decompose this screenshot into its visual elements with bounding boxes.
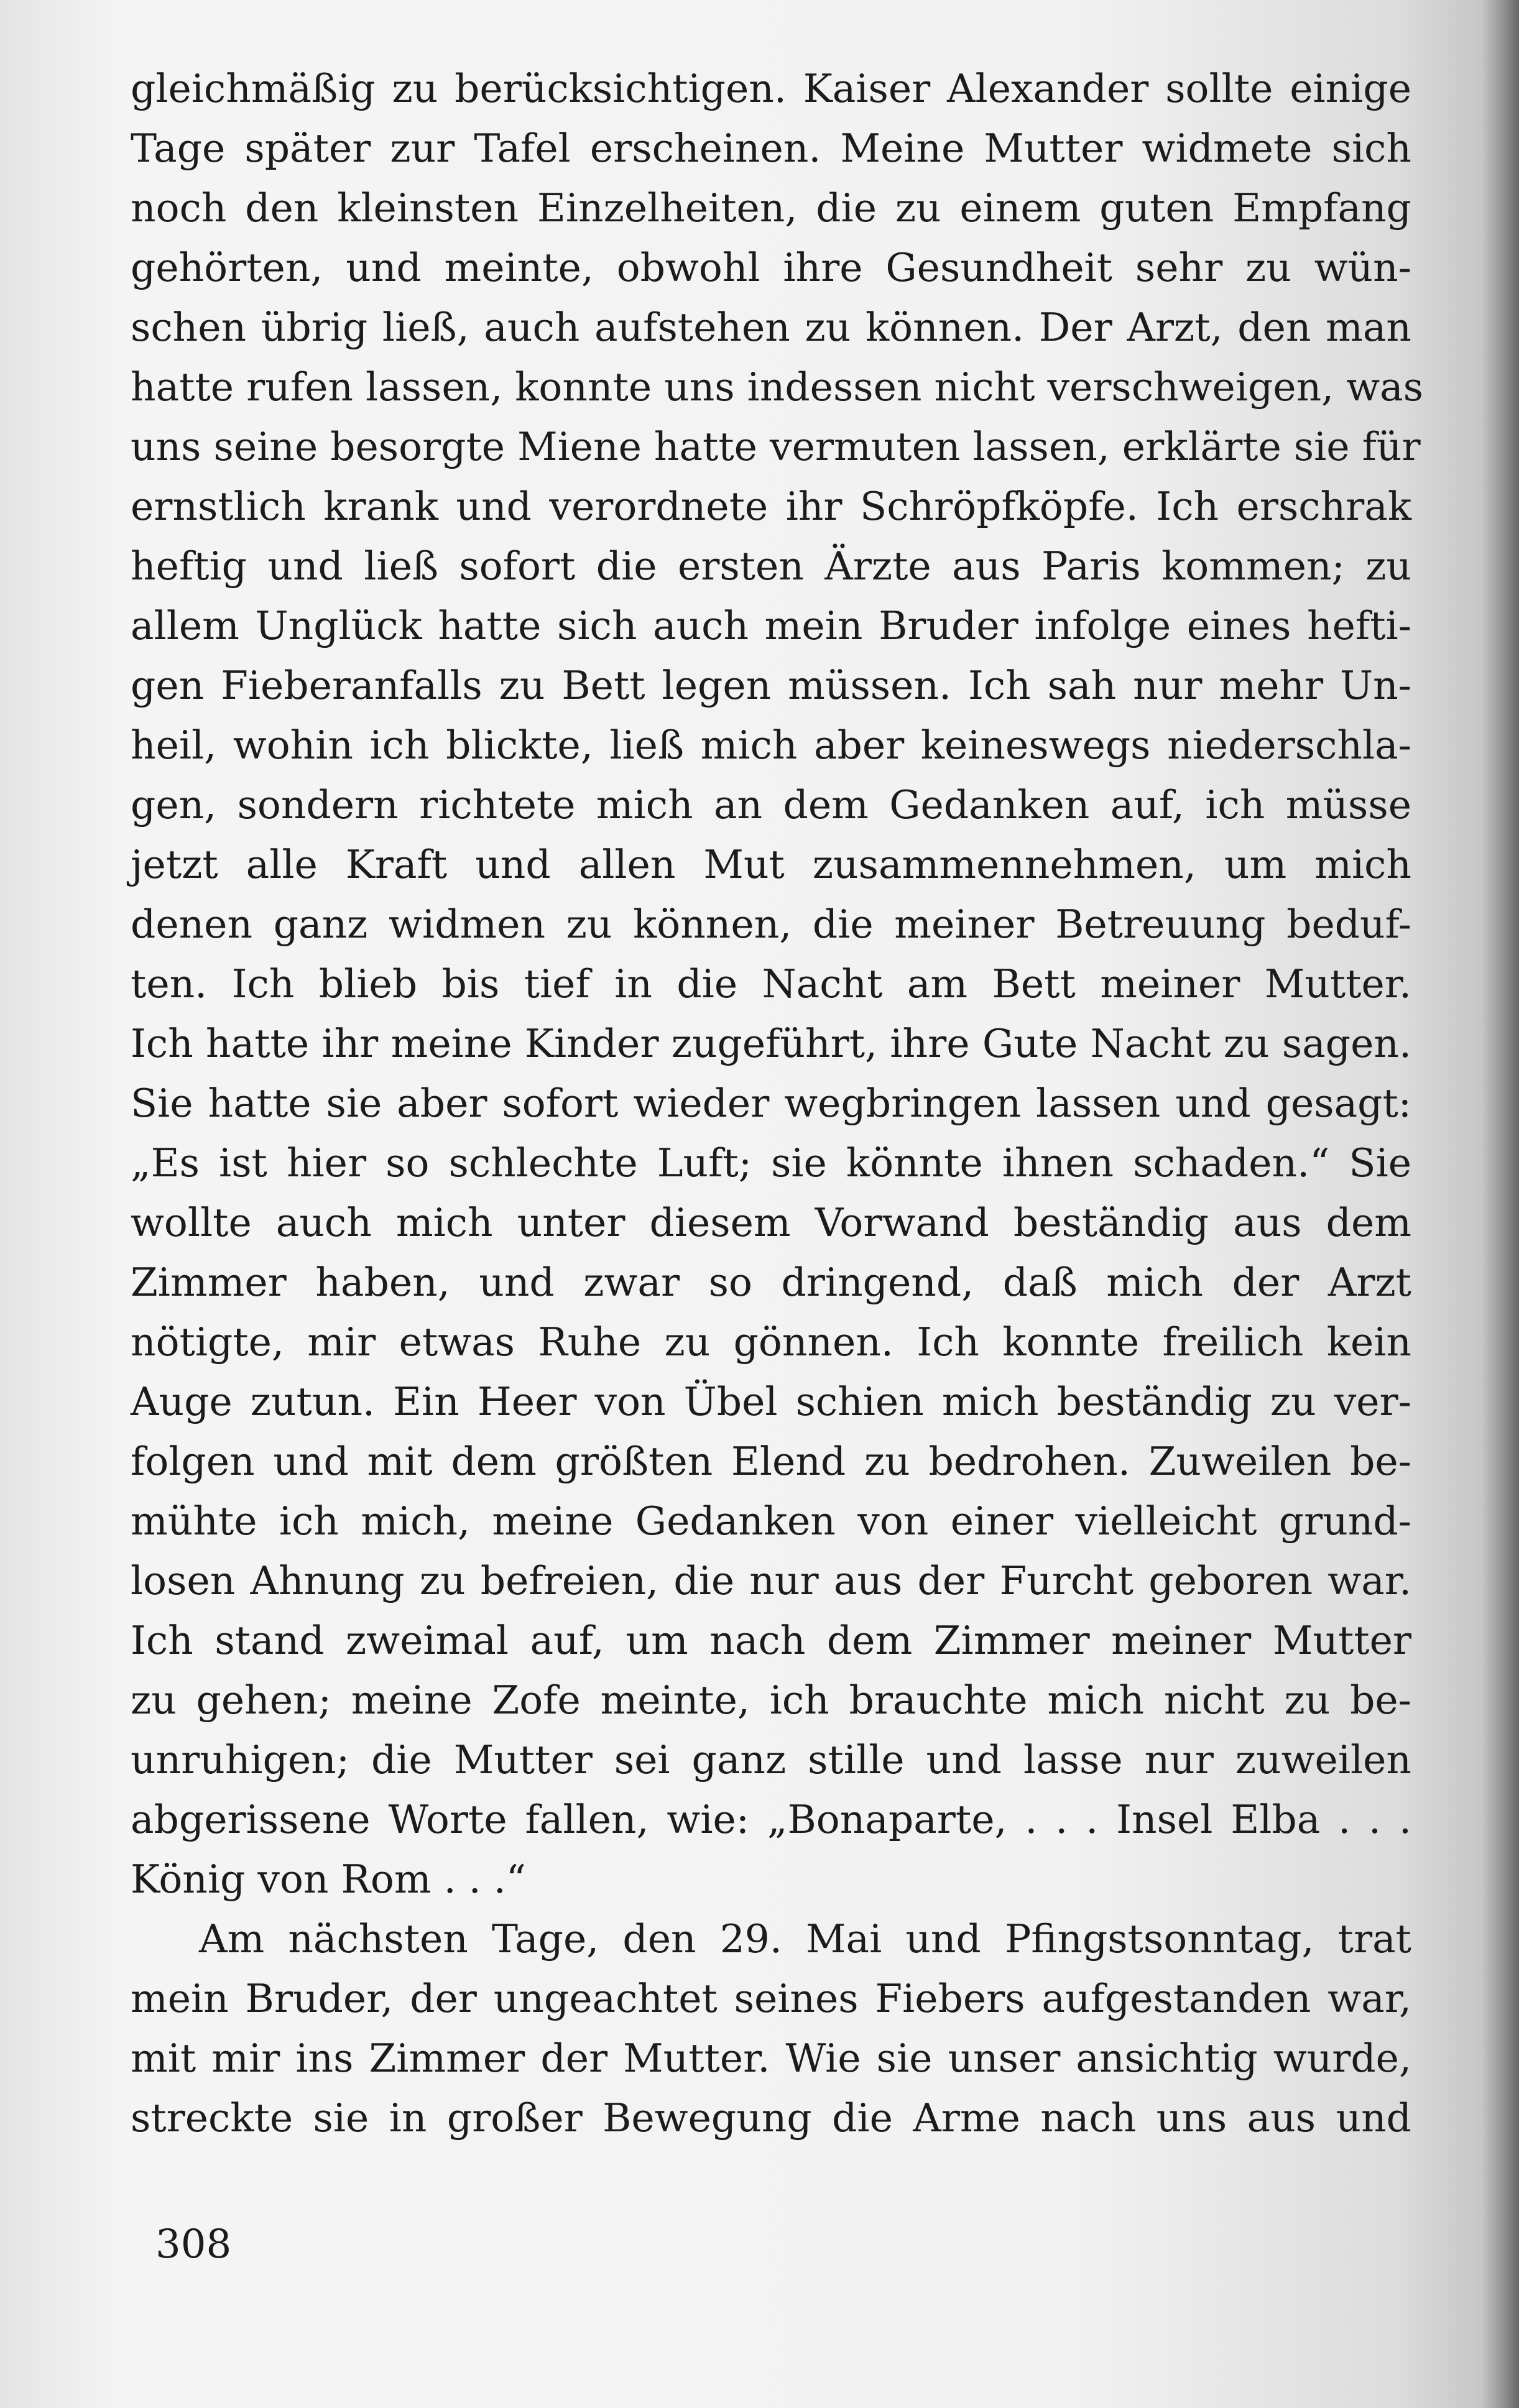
text-line: abgerissene Worte fallen, wie: „Bonaparte, . . . Insel Elba . . . xyxy=(131,1797,1411,1842)
page-number: 308 xyxy=(155,2221,232,2267)
text-line: Ich stand zweimal auf, um nach dem Zimmer meiner Mutter xyxy=(131,1618,1411,1663)
text-line: heil, wohin ich blickte, ließ mich aber keineswegs niederschla- xyxy=(131,722,1411,768)
text-line: Zimmer haben, und zwar so dringend, daß mich der Arzt xyxy=(131,1260,1411,1305)
body-text xyxy=(131,59,1424,2148)
text-line: gleichmäßig zu berücksichtigen. Kaiser Alexander sollte einige xyxy=(131,66,1411,111)
text-line: mühte ich mich, meine Gedanken von einer vielleicht grund- xyxy=(131,1498,1411,1544)
text-line: „Es ist hier so schlechte Luft; sie könnte ihnen schaden.“ Sie xyxy=(131,1140,1411,1186)
spine-shadow xyxy=(1482,0,1519,2408)
text-line: Sie hatte sie aber sofort wieder wegbringen lassen und gesagt: xyxy=(131,1081,1411,1126)
text-line: wollte auch mich unter diesem Vorwand beständig aus dem xyxy=(131,1200,1411,1245)
text-line: uns seine besorgte Miene hatte vermuten lassen, erklärte sie für xyxy=(131,424,1421,469)
text-line: zu gehen; meine Zofe meinte, ich brauchte mich nicht zu be- xyxy=(131,1677,1411,1723)
text-line: mein Bruder, der ungeachtet seines Fiebers aufgestanden war, xyxy=(131,1976,1411,2021)
text-line: schen übrig ließ, auch aufstehen zu können. Der Arzt, den man xyxy=(131,305,1411,350)
text-line: hatte rufen lassen, konnte uns indessen nicht verschweigen, was xyxy=(131,364,1424,410)
text-line: gen Fieberanfalls zu Bett legen müssen. Ich sah nur mehr Un- xyxy=(131,663,1411,708)
text-line: Auge zutun. Ein Heer von Übel schien mich beständig zu ver- xyxy=(131,1379,1411,1424)
text-line: heftig und ließ sofort die ersten Ärzte aus Paris kommen; zu xyxy=(131,543,1411,589)
text-line: mit mir ins Zimmer der Mutter. Wie sie unser ansichtig wurde, xyxy=(131,2036,1411,2081)
text-line: Ich hatte ihr meine Kinder zugeführt, ihre Gute Nacht zu sagen. xyxy=(131,1021,1411,1066)
text-line: gehörten, und meinte, obwohl ihre Gesundheit sehr zu wün- xyxy=(131,245,1411,290)
text-line: folgen und mit dem größten Elend zu bedrohen. Zuweilen be- xyxy=(131,1439,1411,1484)
text-line: allem Unglück hatte sich auch mein Bruder infolge eines hefti- xyxy=(131,603,1411,648)
text-line: jetzt alle Kraft und allen Mut zusammennehmen, um mich xyxy=(131,842,1411,887)
text-line: unruhigen; die Mutter sei ganz stille und lasse nur zuweilen xyxy=(131,1737,1411,1783)
text-line: denen ganz widmen zu können, die meiner Betreuung beduf- xyxy=(131,902,1411,947)
text-line: streckte sie in großer Bewegung die Arme nach uns aus und xyxy=(131,2095,1411,2141)
text-line: ten. Ich blieb bis tief in die Nacht am Bett meiner Mutter. xyxy=(131,961,1411,1007)
text-line: gen, sondern richtete mich an dem Gedanken auf, ich müsse xyxy=(131,782,1411,828)
text-line: noch den kleinsten Einzelheiten, die zu einem guten Empfang xyxy=(131,185,1411,231)
text-line: ernstlich krank und verordnete ihr Schröpfköpfe. Ich erschrak xyxy=(131,484,1411,529)
text-line: König von Rom . . .“ xyxy=(131,1857,526,1902)
text-line: nötigte, mir etwas Ruhe zu gönnen. Ich konnte freilich kein xyxy=(131,1319,1411,1365)
text-line: Am nächsten Tage, den 29. Mai und Pfingstsonntag, trat xyxy=(199,1916,1411,1962)
text-line: losen Ahnung zu befreien, die nur aus der Furcht geboren war. xyxy=(131,1558,1411,1603)
text-line: Tage später zur Tafel erscheinen. Meine Mutter widmete sich xyxy=(131,126,1411,171)
